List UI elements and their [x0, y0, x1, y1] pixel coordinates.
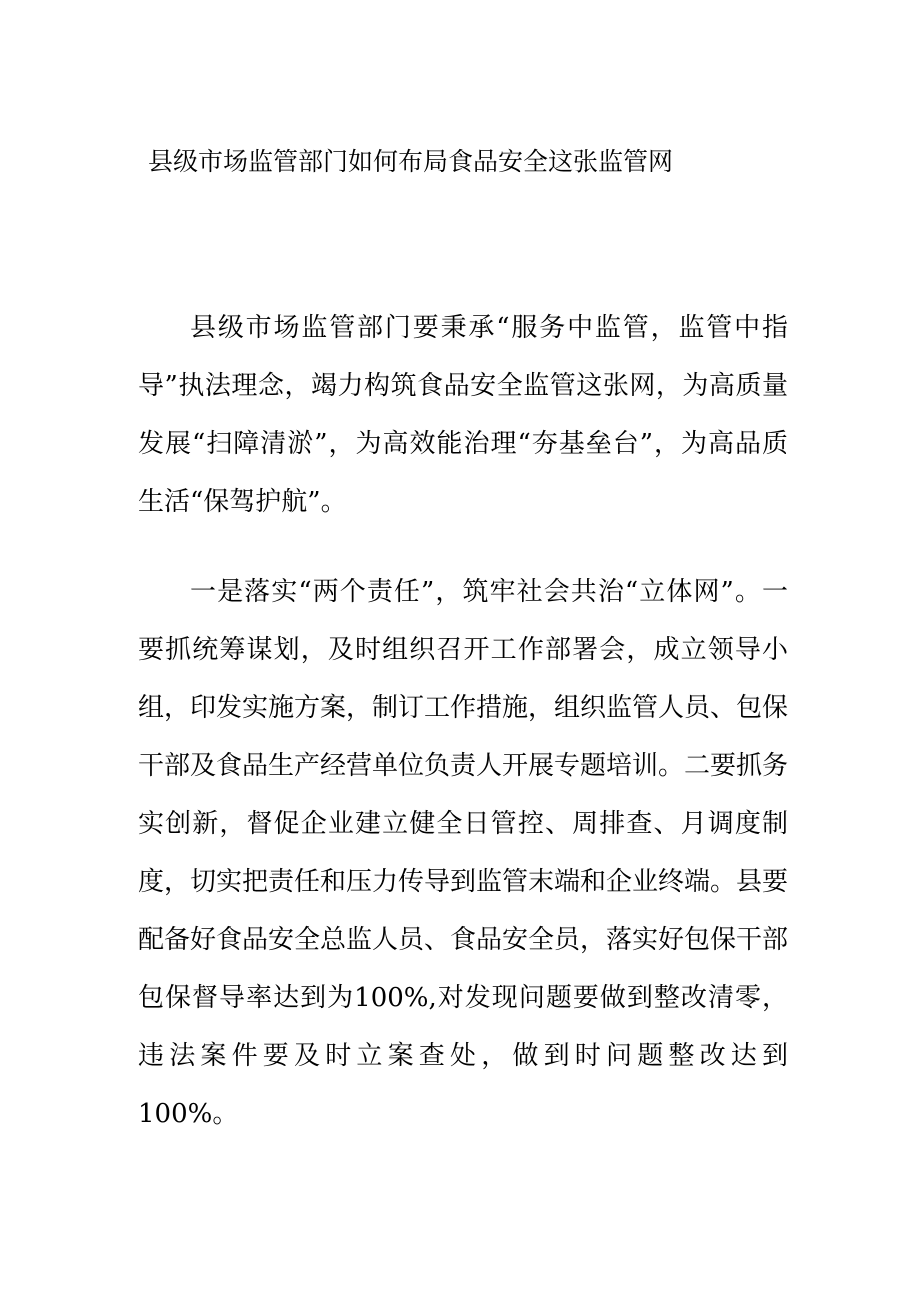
- paragraph-first-point: 一是落实“两个责任”，筑牢社会共治“立体网”。一要抓统筹谋划，及时组织召开工作部署会，成立领导小组，印发实施方案，制订工作措施，组织监管人员、包保干部及食品生产经营单位负责人开展专题培训。二要抓务实创新，督促企业建立健全日管控、周排查、月调度制度，切实把责任和压力传导到监管末端和企业终端。县要配备好食品安全总监人员、食品安全员，落实好包保干部包保督导率达到为100%,对发现问题要做到整改清零，违法案件要及时立案查处，做到时问题整改达到 100%。: [138, 577, 789, 1129]
- paragraph-intro: 县级市场监管部门要秉承“服务中监管，监管中指导”执法理念，竭力构筑食品安全监管这张网，为高质量发展“扫障清淤”，为高效能治理“夯基垒台”，为高品质生活“保驾护航”。: [138, 313, 788, 517]
- document-title: 县级市场监管部门如何布局食品安全这张监管网: [148, 147, 674, 176]
